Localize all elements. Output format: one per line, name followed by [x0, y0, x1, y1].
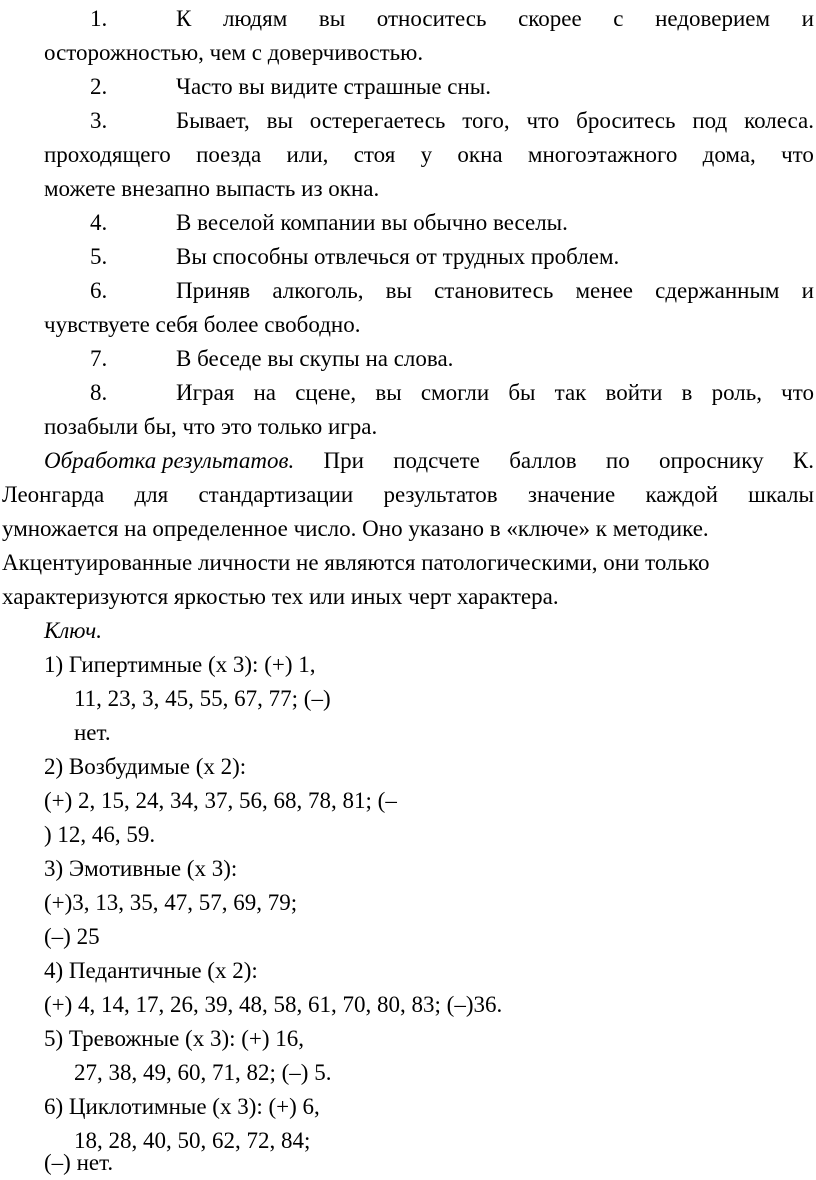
key-line: нет.: [74, 720, 111, 745]
processing-paragraph-line: Акцентуированные личности не являются патологическими, они только: [2, 550, 710, 575]
word: дома,: [702, 142, 756, 167]
question-number: 2.: [90, 74, 108, 99]
word: относитесь: [376, 6, 487, 31]
processing-paragraph-line: умножается на определенное число. Оно указано в «ключе» к методике.: [2, 516, 709, 541]
question-number: 4.: [90, 210, 108, 235]
word: баллов: [509, 448, 577, 473]
question-text: [176, 376, 814, 410]
word: колеса.: [744, 108, 814, 133]
processing-paragraph-line: [2, 478, 814, 512]
word: у: [420, 142, 433, 167]
word: результатов: [383, 482, 498, 507]
key-line: 3) Эмотивные (x 3):: [44, 856, 238, 881]
question-text: [176, 274, 814, 308]
word: опроснику: [659, 448, 764, 473]
word: стоя: [353, 142, 396, 167]
word: роль,: [711, 380, 762, 405]
word: того,: [462, 108, 510, 133]
word: вы: [318, 6, 346, 31]
word: стандартизации: [198, 482, 354, 507]
word: или,: [286, 142, 329, 167]
word: что: [781, 380, 814, 405]
key-line: ) 12, 46, 59.: [44, 822, 156, 847]
word: значение: [527, 482, 616, 507]
word: войти: [605, 380, 663, 405]
key-title: Ключ.: [44, 618, 102, 643]
key-line: (+) 2, 15, 24, 34, 37, 56, 68, 78, 81; (–: [44, 788, 397, 813]
question-text-continued: осторожностью, чем с доверчивостью.: [44, 40, 424, 65]
word: бы: [508, 380, 536, 405]
word: и: [801, 6, 814, 31]
word: поезда: [196, 142, 262, 167]
key-line: 11, 23, 3, 45, 55, 67, 77; (–): [74, 686, 331, 711]
word: менее: [575, 278, 633, 303]
word: по: [605, 448, 630, 473]
word: подсчете: [393, 448, 480, 473]
key-line: (–) нет.: [44, 1150, 114, 1175]
word: остерегаетесь: [309, 108, 446, 133]
word: так: [554, 380, 587, 405]
question-text-continued: чувствуете себя более свободно.: [44, 312, 361, 337]
question-text: В веселой компании вы обычно веселы.: [176, 210, 568, 235]
key-line: (+) 4, 14, 17, 26, 39, 48, 58, 61, 70, 80, 83; (–)36.: [44, 992, 503, 1017]
question-text: [176, 2, 814, 36]
word: К.: [792, 448, 814, 473]
word: проходящего: [44, 142, 171, 167]
processing-paragraph-line: характеризуются яркостью тех или иных черт характера.: [2, 584, 559, 609]
key-line: 6) Циклотимные (x 3): (+) 6,: [44, 1094, 320, 1119]
question-number: 5.: [90, 244, 108, 269]
word: вы: [266, 108, 293, 133]
key-line: 2) Возбудимые (x 2):: [44, 754, 247, 779]
key-line: 4) Педантичные (x 2):: [44, 958, 258, 983]
word: Леонгарда: [2, 482, 105, 507]
word: на: [253, 380, 277, 405]
question-number: 1.: [90, 6, 108, 31]
word: алкоголь,: [272, 278, 364, 303]
key-line: 27, 38, 49, 60, 71, 82; (–) 5.: [74, 1060, 332, 1085]
word: людям: [222, 6, 288, 31]
word: вы: [375, 380, 402, 405]
word: многоэтажного: [527, 142, 678, 167]
question-text: В беседе вы скупы на слова.: [176, 346, 454, 371]
word: шкалы: [748, 482, 814, 507]
word: окна: [457, 142, 503, 167]
word: и: [801, 278, 814, 303]
question-number: 7.: [90, 346, 108, 371]
word: скорее: [518, 6, 582, 31]
key-line: 1) Гипертимные (x 3): (+) 1,: [44, 652, 316, 677]
question-text: Вы способны отвлечься от трудных проблем.: [176, 244, 620, 269]
question-text-continued: [44, 138, 814, 172]
word: становитесь: [434, 278, 554, 303]
word: сцене,: [295, 380, 357, 405]
word: Играя: [176, 380, 235, 405]
word: в: [681, 380, 693, 405]
word: для: [134, 482, 169, 507]
word: сдержанным: [655, 278, 780, 303]
word: вы: [385, 278, 412, 303]
word: с: [613, 6, 624, 31]
key-line: 5) Тревожные (x 3): (+) 16,: [44, 1026, 305, 1051]
key-line: 18, 28, 40, 50, 62, 72, 84;: [74, 1128, 311, 1153]
word: броситесь: [576, 108, 676, 133]
key-line: (–) 25: [44, 924, 100, 949]
word: недоверием: [655, 6, 771, 31]
question-text-continued: можете внезапно выпасть из окна.: [44, 176, 380, 201]
question-text: Часто вы видите страшные сны.: [176, 74, 492, 99]
word: К: [176, 6, 192, 31]
processing-paragraph-line: [44, 444, 814, 478]
word: что: [781, 142, 814, 167]
word: Приняв: [176, 278, 251, 303]
question-number: 8.: [90, 380, 108, 405]
question-text: [176, 104, 814, 138]
question-number: 3.: [90, 108, 108, 133]
processing-heading: Обработка результатов.: [44, 448, 295, 473]
question-text-continued: позабыли бы, что это только игра.: [44, 414, 378, 439]
word: Бывает,: [176, 108, 250, 133]
word: смогли: [420, 380, 490, 405]
word: под: [692, 108, 728, 133]
word: что: [526, 108, 560, 133]
key-line: (+)3, 13, 35, 47, 57, 69, 79;: [44, 890, 298, 915]
word: каждой: [645, 482, 718, 507]
question-number: 6.: [90, 278, 108, 303]
word: При: [323, 448, 364, 473]
